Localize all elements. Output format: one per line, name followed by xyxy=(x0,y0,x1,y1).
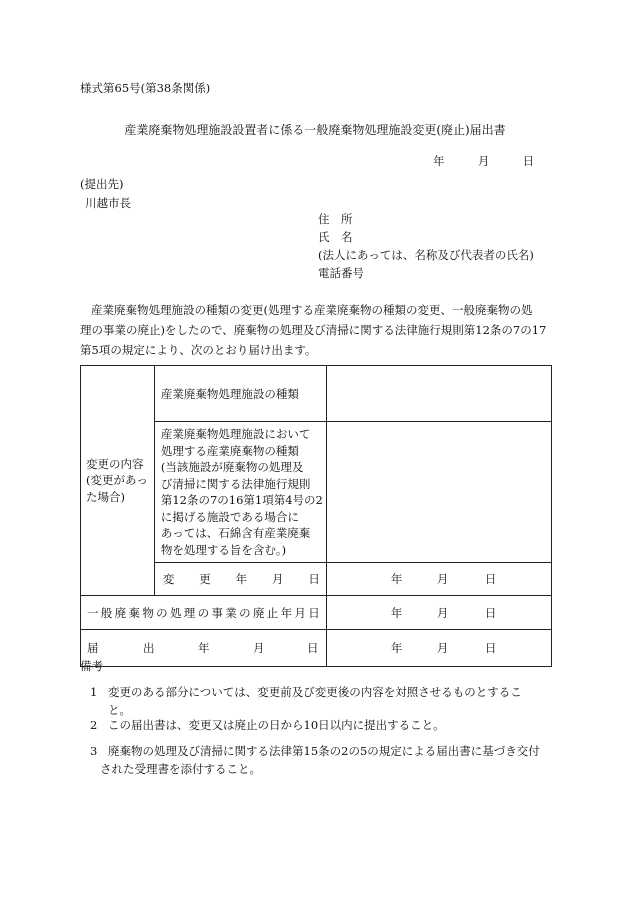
label-char: 廃 xyxy=(114,605,127,620)
label-char: 棄 xyxy=(128,605,140,620)
label-char: 日 xyxy=(308,572,320,586)
ymd-day: 日 xyxy=(484,605,497,620)
date-year: 年 xyxy=(433,154,445,168)
ymd-month: 月 xyxy=(436,572,449,586)
date-month: 月 xyxy=(477,154,490,168)
waste-kind-line: (当該施設が廃棄物の処理及 xyxy=(160,460,304,474)
notify-date-value[interactable] xyxy=(326,630,551,667)
label-char: 更 xyxy=(199,572,211,586)
label-char: 日 xyxy=(308,605,320,620)
waste-kind-line: 産業廃棄物処理施設において xyxy=(160,427,311,441)
notify-date-label xyxy=(81,630,327,667)
remark-text-cont: と。 xyxy=(108,703,131,717)
label-char: 一 xyxy=(87,605,99,620)
label-char: 般 xyxy=(100,605,113,620)
remark-text-cont: された受理書を添付すること。 xyxy=(100,762,261,776)
waste-kind-line: 物を処理する旨を含む。) xyxy=(160,542,287,557)
remark-text: 変更のある部分については、変更前及び変更後の内容を対照させるものとするこ xyxy=(108,685,522,699)
remark-text: 廃棄物の処理及び清掃に関する法律第15条の2の5の規定による届出書に基づき交付 xyxy=(108,744,540,758)
remarks-title: 備考 xyxy=(80,659,103,673)
label-char: 出 xyxy=(143,641,155,655)
label-char: 日 xyxy=(307,641,319,655)
submission-date xyxy=(433,153,534,169)
change-content-label-3: た場合) xyxy=(86,489,125,504)
notification-table xyxy=(80,365,552,667)
label-char: の xyxy=(197,605,210,620)
waste-kind-line: あっては、石綿含有産業廃棄 xyxy=(160,526,311,540)
applicant-name-label: 氏 名 xyxy=(318,230,353,244)
remark-number: 3 xyxy=(90,744,98,758)
label-char: 変 xyxy=(162,572,175,586)
ymd-year: 年 xyxy=(390,572,403,586)
applicant-phone-label: 電話番号 xyxy=(318,266,364,280)
applicant-address-label: 住 所 xyxy=(318,212,353,226)
waste-kind-line: 第12条の7の16第1項第4号の2 xyxy=(160,493,323,507)
label-char: 事 xyxy=(211,605,223,620)
label-char: の xyxy=(156,605,168,620)
ymd-month: 月 xyxy=(436,641,449,655)
facility-kind-label: 産業廃棄物処理施設の種類 xyxy=(154,366,326,422)
label-char: 年 xyxy=(280,605,293,620)
applicant-block xyxy=(318,210,534,282)
remark-number: 1 xyxy=(90,685,98,699)
label-char: 月 xyxy=(253,641,265,655)
addressee-name: 川越市長 xyxy=(85,196,131,210)
remark-item xyxy=(90,683,555,719)
label-char: の xyxy=(239,605,251,620)
addressee-label: (提出先) xyxy=(80,177,124,191)
label-char: 届 xyxy=(87,641,99,655)
ymd-year: 年 xyxy=(390,605,403,620)
waste-kind-line: に掲げる施設である場合に xyxy=(160,509,299,524)
label-char: 月 xyxy=(294,605,306,620)
body-line-2: 理の事業の廃止)をしたので、廃棄物の処理及び清掃に関する法律施行規則第12条の7の17 xyxy=(80,323,547,337)
ymd-day: 日 xyxy=(484,641,497,655)
body-line-1: 産業廃棄物処理施設の種類の変更(処理する産業廃棄物の種類の変更、一般廃棄物の処 xyxy=(91,303,533,317)
body-line-3: 第5項の規定により、次のとおり届け出ます。 xyxy=(80,343,317,357)
label-char: 年 xyxy=(198,641,210,655)
label-char: 業 xyxy=(225,605,237,620)
body-paragraph xyxy=(80,300,550,360)
change-content-label-2: (変更があっ xyxy=(86,473,148,488)
waste-kind-value[interactable] xyxy=(326,422,551,563)
waste-kind-line: 処理する産業廃棄物の種類 xyxy=(160,443,299,458)
abolish-date-label xyxy=(81,596,327,630)
abolish-date-value[interactable] xyxy=(326,596,551,630)
document-title: 産業廃棄物処理施設設置者に係る一般廃棄物処理施設変更(廃止)届出書 xyxy=(124,123,506,137)
facility-kind-value[interactable] xyxy=(326,366,551,422)
date-day: 日 xyxy=(522,154,535,168)
ymd-year: 年 xyxy=(390,641,403,655)
label-char: 年 xyxy=(235,572,248,586)
applicant-corporate-note: (法人にあっては、名称及び代表者の氏名) xyxy=(318,248,534,262)
label-char: 廃 xyxy=(252,605,265,620)
waste-kind-line: び清掃に関する法律施行規則 xyxy=(160,476,311,491)
remark-number: 2 xyxy=(90,718,98,732)
label-char: 止 xyxy=(266,605,279,620)
change-content-header xyxy=(81,366,155,596)
remark-text: この届出書は、変更又は廃止の日から10日以内に提出すること。 xyxy=(108,718,445,732)
remark-item xyxy=(90,742,555,778)
waste-kind-label xyxy=(154,422,326,563)
label-char: 月 xyxy=(271,572,284,586)
change-date-value[interactable] xyxy=(326,563,551,596)
change-date-label xyxy=(154,563,326,596)
ymd-day: 日 xyxy=(484,572,497,586)
label-char: 処 xyxy=(169,605,182,620)
ymd-month: 月 xyxy=(436,605,449,620)
label-char: 理 xyxy=(183,605,196,620)
label-char: 物 xyxy=(142,605,154,620)
remark-item xyxy=(90,716,555,734)
change-content-label-1: 変更の内容 xyxy=(86,456,144,471)
form-number: 様式第65号(第38条関係) xyxy=(80,81,211,95)
